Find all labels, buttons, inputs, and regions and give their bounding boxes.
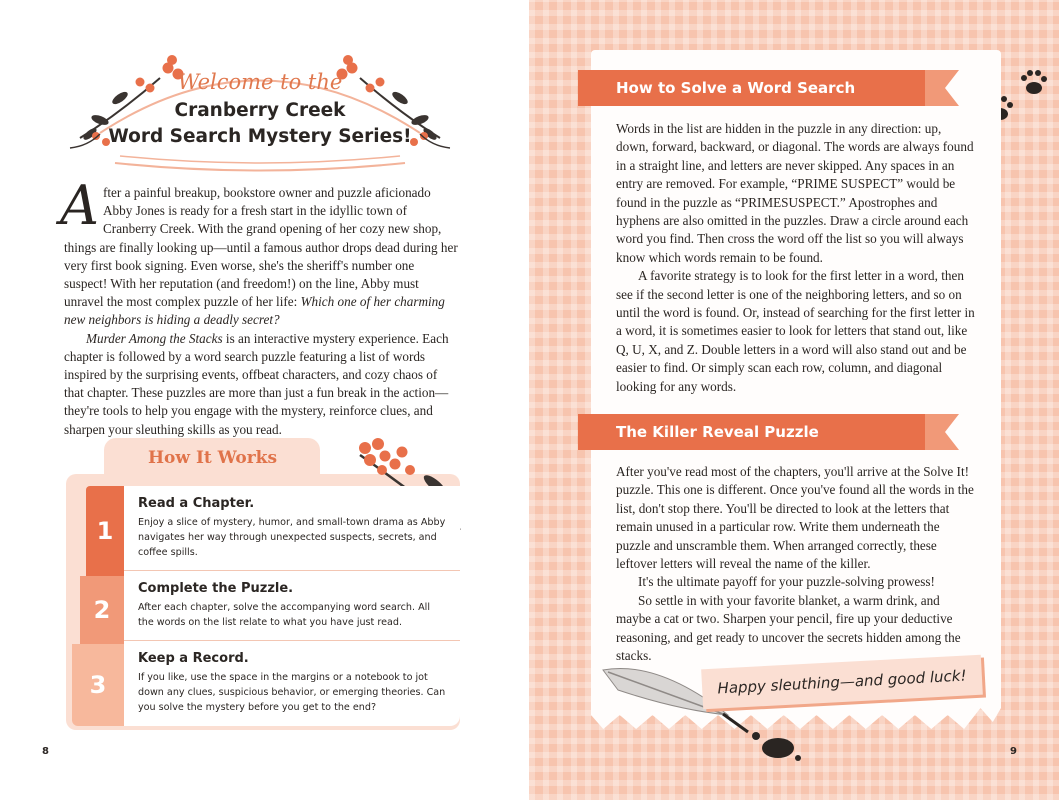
signoff-note: Happy sleuthing—and good luck! bbox=[701, 655, 983, 710]
step-2-text: After each chapter, solve the accompanying word search. All the words on the list relate to what you have just read. bbox=[138, 602, 431, 628]
page-number-right: 9 bbox=[1010, 746, 1017, 757]
intro-question: Which one of her charming new neighbors is hiding a deadly secret? bbox=[64, 294, 445, 328]
step-2-number: 2 bbox=[80, 576, 124, 644]
section-title-how-to-solve: How to Solve a Word Search bbox=[616, 79, 856, 97]
banner-tail-icon bbox=[925, 70, 961, 106]
step-1-title: Read a Chapter. bbox=[138, 496, 255, 511]
how-to-solve-p1: Words in the list are hidden in the puzzle in any direction: up, down, forward, backward, or diagonal. The words are always found in a straight line, and letters are never skipped. Any spaces in an entry are removed. For example, “PRIME SUSPECT” would be found in the puzzle as “PRIMESUSPECT.” Apostrophes and hyphens are also omitted in the puzzles. Draw a circle around each word you find. Then cross the word off the list so you will always know which words remain to be found. bbox=[616, 121, 974, 265]
step-3 bbox=[124, 640, 460, 726]
killer-reveal-text bbox=[616, 463, 976, 665]
left-page bbox=[0, 0, 529, 800]
banner-how-to-solve bbox=[578, 70, 928, 106]
intro-paragraph-1: fter a painful breakup, bookstore owner and puzzle aficionado Abby Jones is ready for a fresh start in the idyllic town of Cranberry Creek. With the grand opening of her cozy new shop, things are finally looking up—until a famous author drops dead during her very first book signing. Even worse, she's the sheriff's number one suspect! With her reputation (and freedom!) on the line, Abby must unravel the most complex puzzle of her life: bbox=[64, 185, 458, 310]
banner-tail-icon bbox=[925, 414, 961, 450]
book-title: Murder Among the Stacks bbox=[86, 330, 223, 346]
series-header bbox=[60, 38, 460, 178]
killer-reveal-p1: After you've read most of the chapters, you'll arrive at the Solve It! puzzle. This one is different. Once you've found all the words in the list, don't stop there. You'll be directed to look at the letters that remain unused in a particular row. Write them underneath the puzzle and unscramble them. When arranged correctly, these leftover letters will reveal the name of the killer. bbox=[616, 464, 974, 572]
how-to-solve-text bbox=[616, 120, 976, 396]
step-3-title: Keep a Record. bbox=[138, 651, 249, 666]
intro-text bbox=[60, 174, 460, 439]
step-3-text: If you like, use the space in the margins or a notebook to jot down any clues, suspicious behavior, or emerging theories. Can you solve the mystery before you get to the end? bbox=[138, 672, 446, 713]
banner-killer-reveal bbox=[578, 414, 928, 450]
step-1 bbox=[124, 486, 460, 570]
step-2-title: Complete the Puzzle. bbox=[138, 581, 294, 596]
page-number-left: 8 bbox=[42, 746, 49, 757]
welcome-script: Welcome to the bbox=[177, 70, 343, 94]
drop-cap: A bbox=[60, 174, 99, 237]
step-2 bbox=[124, 570, 460, 640]
how-it-works-title: How It Works bbox=[148, 448, 278, 468]
series-title-line1: Cranberry Creek bbox=[174, 100, 346, 121]
section-title-killer-reveal: The Killer Reveal Puzzle bbox=[616, 423, 819, 441]
step-3-number: 3 bbox=[72, 644, 124, 726]
step-1-text: Enjoy a slice of mystery, humor, and small-town drama as Abby navigates her way through unexpected suspects, secrets, and coffee spills. bbox=[138, 517, 446, 558]
intro-paragraph-2: is an interactive mystery experience. Each chapter is followed by a word search puzzle featuring a list of words inspired by the surprising events, offbeat characters, and cozy chaos of that chapter. These puzzles are more than just a fun break in the action—they're tools to help you engage with the mystery, reinforce clues, and sharpen your sleuthing skills as you read. bbox=[64, 330, 449, 437]
series-title-line2: Word Search Mystery Series! bbox=[108, 126, 412, 147]
killer-reveal-p2: It's the ultimate payoff for your puzzle-solving prowess! bbox=[638, 574, 935, 590]
how-to-solve-p2: A favorite strategy is to look for the first letter in a word, then see if the second letter is one of the neighboring letters, and so on until the word is found. Or, instead of searching for the first letter in a word, it is sometimes easier to look for letters that stand out, like Q, U, X, and Z. Double letters in a word will also stand out and be easier to find. Or simply scan each row, column, and diagonal looking for any words. bbox=[616, 268, 975, 394]
step-1-number: 1 bbox=[86, 486, 124, 576]
killer-reveal-p3: So settle in with your favorite blanket, a warm drink, and maybe a cat or two. Sharpen your pencil, fire up your deductive reasoning, and get ready to uncover the secrets hidden among the stacks. bbox=[616, 592, 961, 664]
